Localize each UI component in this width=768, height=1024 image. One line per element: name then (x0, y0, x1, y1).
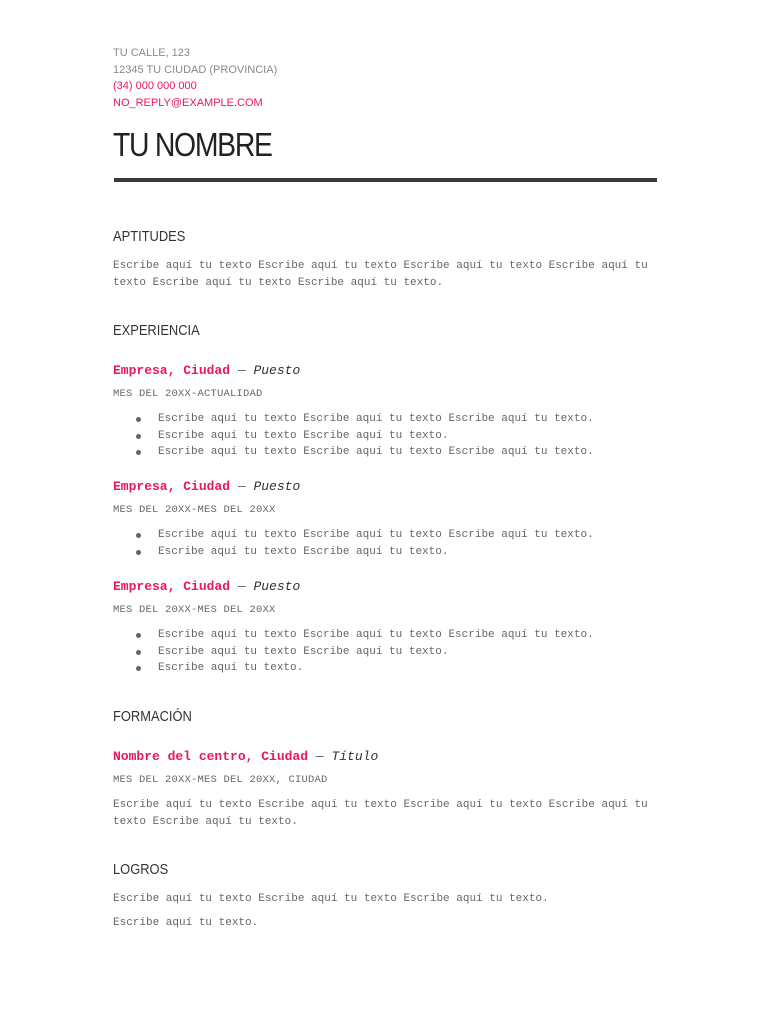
section-title-experience: EXPERIENCIA (113, 322, 200, 339)
achievements-line-2: Escribe aquí tu texto. (113, 917, 259, 929)
list-item: Escribe aquí tu texto Escribe aquí tu texto Escribe aquí tu texto. (113, 411, 594, 428)
job-role: Puesto (253, 363, 301, 378)
job-company: Empresa, Ciudad (113, 363, 231, 378)
job-separator: — (230, 479, 254, 494)
section-title-achievements: LOGROS (113, 861, 169, 878)
education-dates: MES DEL 20XX-MES DEL 20XX, CIUDAD (113, 774, 328, 786)
job-bullets-3 (113, 627, 594, 677)
list-item: Escribe aquí tu texto Escribe aquí tu texto Escribe aquí tu texto. (113, 627, 594, 644)
job-separator: — (230, 363, 254, 378)
achievements-line-1: Escribe aquí tu texto Escribe aquí tu texto Escribe aquí tu texto. (113, 893, 549, 905)
name-underline-rule (114, 178, 657, 182)
job-dates-2: MES DEL 20XX-MES DEL 20XX (113, 504, 276, 516)
list-item: Escribe aquí tu texto Escribe aquí tu texto Escribe aquí tu texto. (113, 444, 594, 461)
list-item: Escribe aquí tu texto Escribe aquí tu texto Escribe aquí tu texto. (113, 527, 594, 544)
job-dates-1: MES DEL 20XX-ACTUALIDAD (113, 388, 263, 400)
job-bullets-2 (113, 527, 594, 560)
list-item: Escribe aquí tu texto. (113, 660, 594, 677)
skills-text: Escribe aquí tu texto Escribe aquí tu texto Escribe aquí tu texto Escribe aquí tu texto Escribe aquí tu texto Escribe aquí tu texto. (113, 260, 648, 289)
list-item: Escribe aquí tu texto Escribe aquí tu texto. (113, 544, 594, 561)
section-title-education: FORMACIÓN (113, 708, 192, 725)
education-text: Escribe aquí tu texto Escribe aquí tu texto Escribe aquí tu texto Escribe aquí tu texto Escribe aquí tu texto. (113, 799, 648, 828)
candidate-name: TU NOMBRE (113, 126, 272, 163)
contact-city: 12345 TU CIUDAD (PROVINCIA) (113, 63, 278, 76)
job-bullets-1 (113, 411, 594, 461)
education-separator: — (308, 749, 332, 764)
job-dates-3: MES DEL 20XX-MES DEL 20XX (113, 604, 276, 616)
job-heading-1 (113, 363, 300, 378)
job-role: Puesto (253, 579, 301, 594)
education-school: Nombre del centro, Ciudad (113, 749, 309, 764)
job-role: Puesto (253, 479, 301, 494)
job-company: Empresa, Ciudad (113, 479, 231, 494)
contact-street: TU CALLE, 123 (113, 47, 191, 59)
contact-email: NO_REPLY@EXAMPLE.COM (113, 96, 263, 109)
job-heading-2 (113, 479, 300, 494)
contact-phone: (34) 000 000 000 (113, 80, 197, 92)
job-separator: — (230, 579, 254, 594)
job-company: Empresa, Ciudad (113, 579, 231, 594)
list-item: Escribe aquí tu texto Escribe aquí tu texto. (113, 428, 594, 445)
list-item: Escribe aquí tu texto Escribe aquí tu texto. (113, 644, 594, 661)
section-title-skills: APTITUDES (113, 228, 186, 245)
education-heading (113, 749, 378, 764)
education-degree: Título (331, 749, 379, 764)
contact-block (113, 45, 277, 111)
job-heading-3 (113, 579, 300, 594)
